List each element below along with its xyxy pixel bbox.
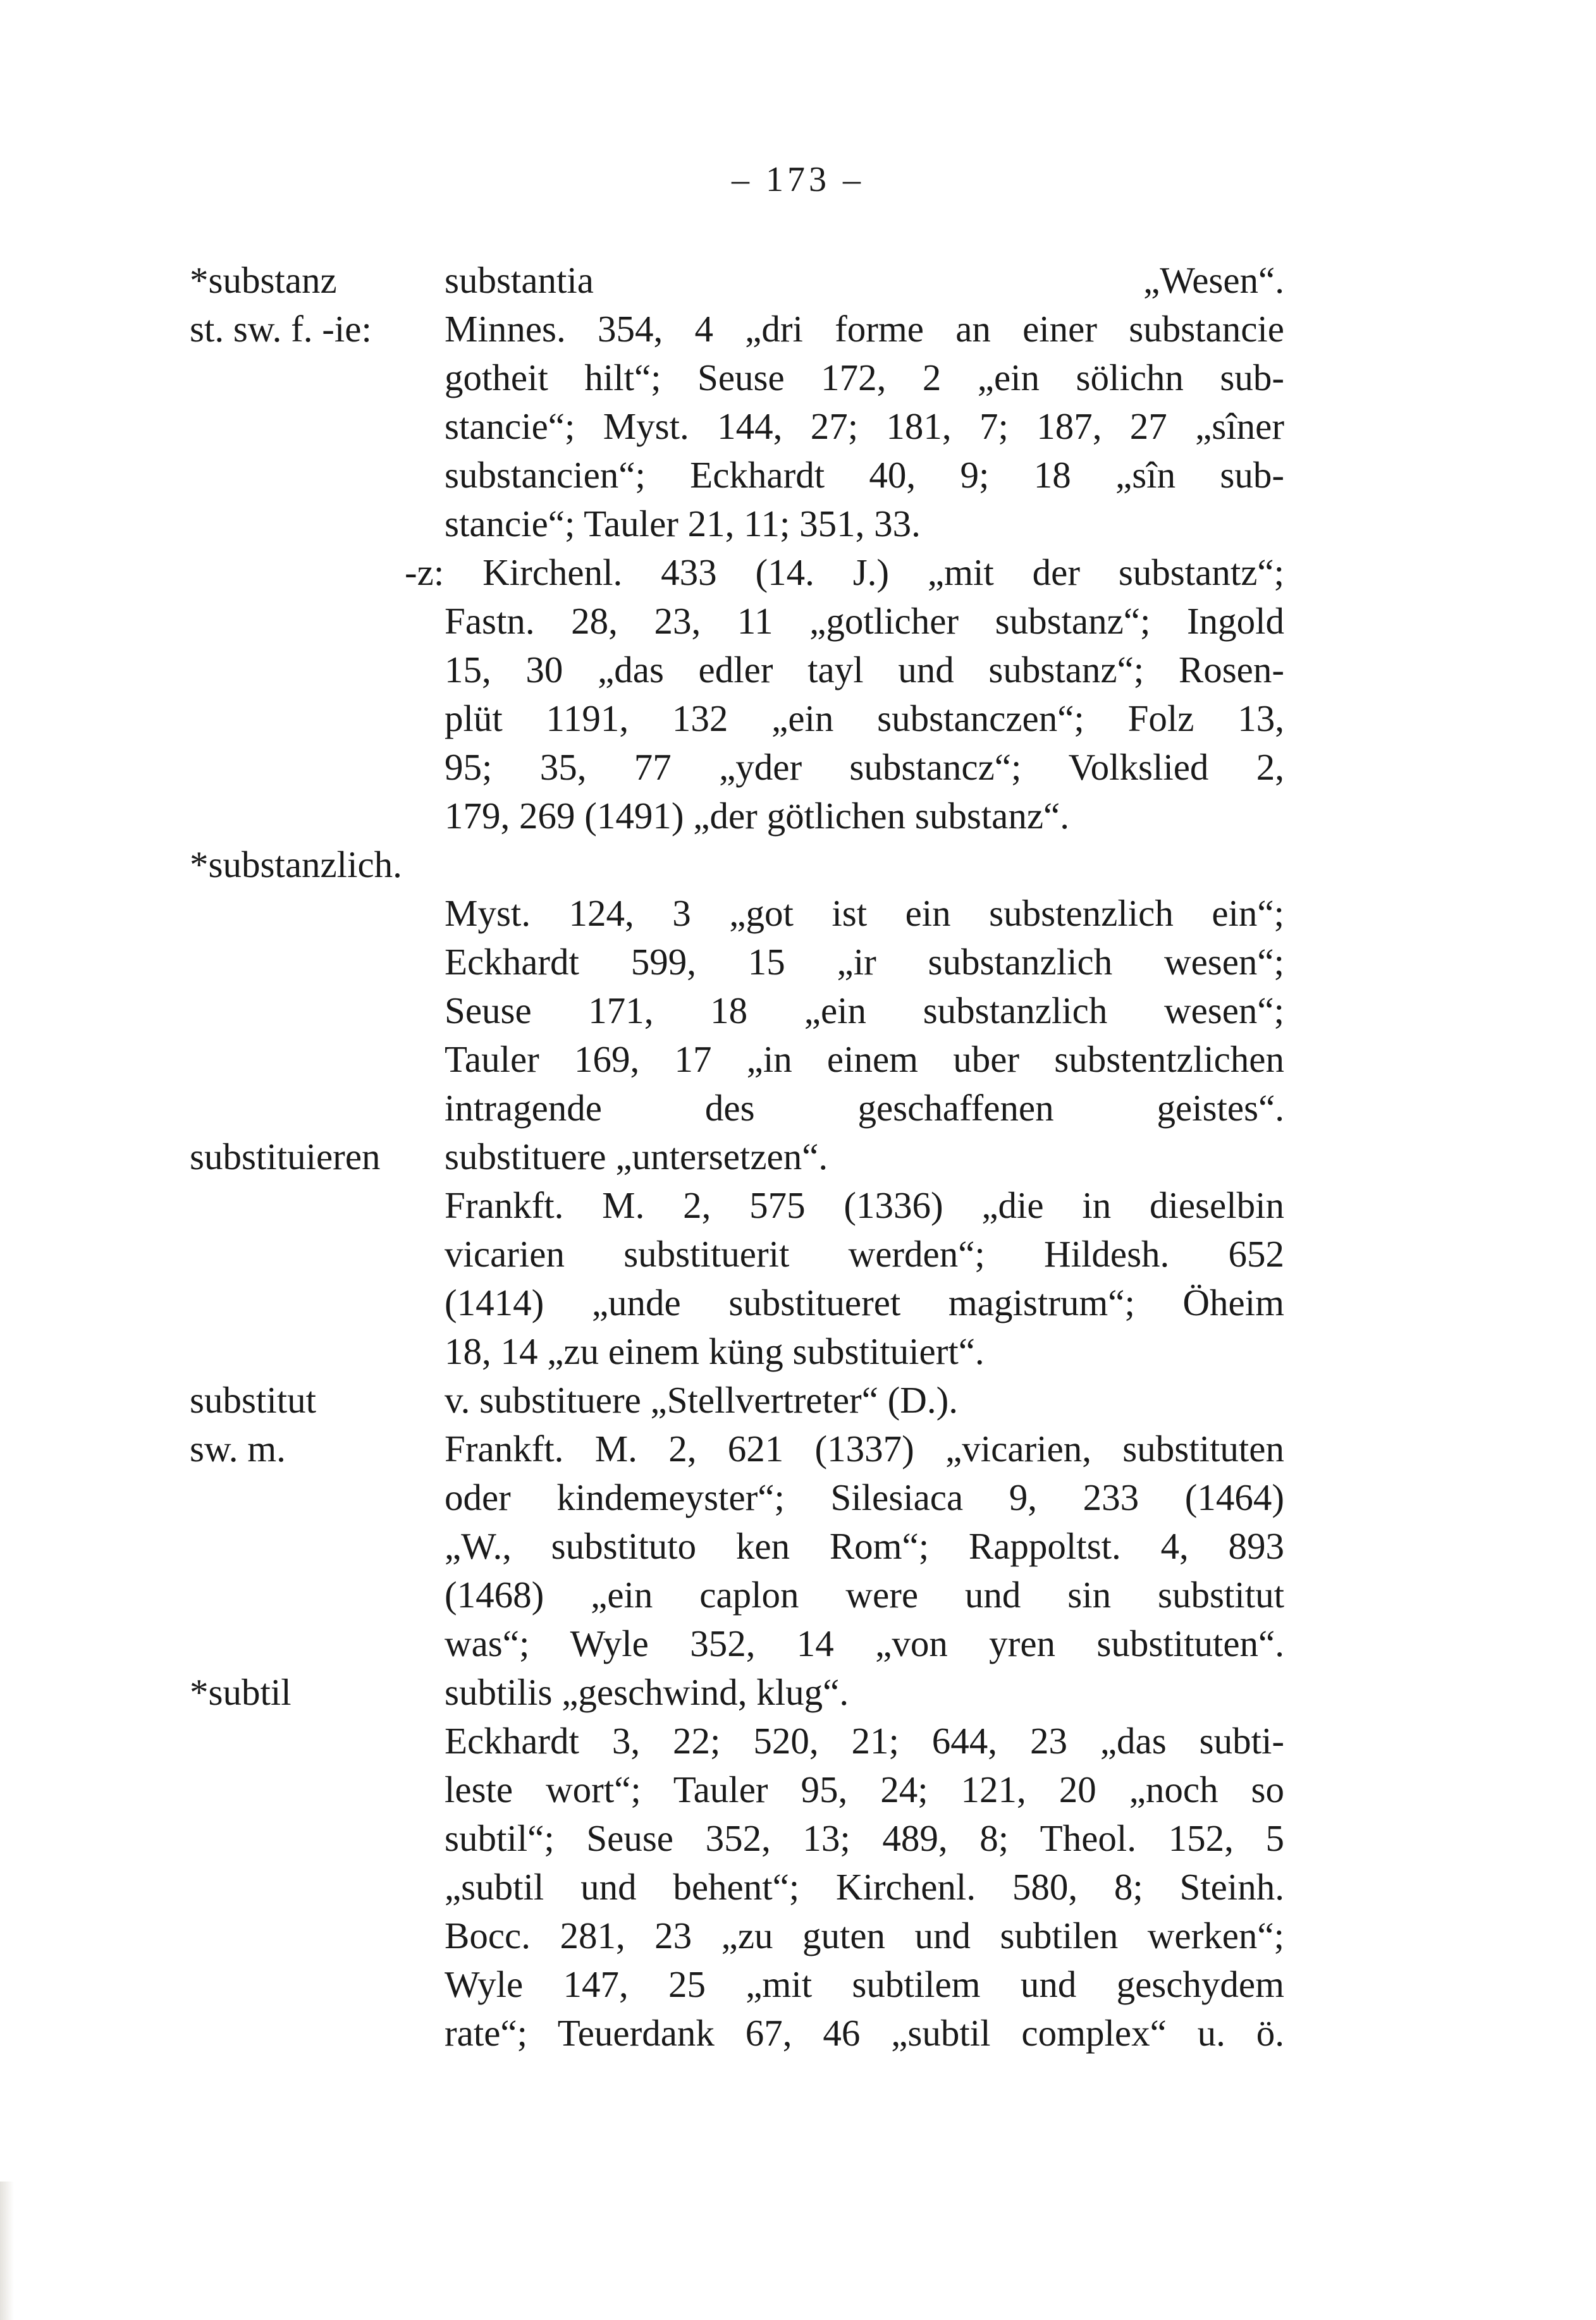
entry-text: substituere „untersetzen“. — [445, 1136, 828, 1177]
entry-line — [0, 1960, 1596, 2009]
entry-line — [0, 840, 1596, 889]
entry-line — [0, 548, 1596, 597]
entry-line — [0, 694, 1596, 743]
entry-line — [0, 1765, 1596, 1814]
entry-grammar: sw. m. — [190, 1428, 286, 1470]
entry-line — [0, 1181, 1596, 1230]
entry-line — [0, 500, 1596, 548]
entry-text: Frankft. M. 2, 575 (1336) „die in dieselbin — [445, 1184, 1284, 1226]
entry-text: (1414) „unde substitueret magistrum“; Öheim — [445, 1282, 1284, 1323]
entry-line — [0, 597, 1596, 646]
entry-text: Fastn. 28, 23, 11 „gotlicher substanz“; Ingold — [445, 600, 1284, 642]
entry-text: subtilis „geschwind, klug“. — [445, 1671, 849, 1713]
entry-line — [0, 1425, 1596, 1473]
entry-text: 179, 269 (1491) „der götlichen substanz“. — [445, 795, 1069, 837]
page-number: – 173 – — [732, 160, 864, 199]
entry-text: plüt 1191, 132 „ein substanczen“; Folz 13, — [445, 697, 1284, 739]
entry-line — [0, 1619, 1596, 1668]
entry-headword: *subtil — [190, 1671, 292, 1713]
entry-text: substancien“; Eckhardt 40, 9; 18 „sîn sub- — [445, 454, 1284, 496]
entry-text: stancie“; Myst. 144, 27; 181, 7; 187, 27 „sîner — [445, 405, 1284, 447]
entry-line — [0, 256, 1596, 305]
entry-line — [0, 889, 1596, 938]
entry-line — [0, 743, 1596, 792]
entry-text: Frankft. M. 2, 621 (1337) „vicarien, substituten — [445, 1428, 1284, 1470]
entry-line — [0, 1863, 1596, 1912]
entry-line — [0, 1912, 1596, 1960]
entry-text: 18, 14 „zu einem küng substituiert“. — [445, 1330, 985, 1372]
entry-line — [0, 1132, 1596, 1181]
entry-text: Myst. 124, 3 „got ist ein substenzlich ein“; — [445, 892, 1284, 934]
entry-text: 15, 30 „das edler tayl und substanz“; Rosen- — [445, 649, 1284, 690]
entry-line — [0, 1668, 1596, 1717]
entry-text: stancie“; Tauler 21, 11; 351, 33. — [445, 503, 921, 544]
entry-grammar: st. sw. f. -ie: — [190, 308, 372, 350]
entry-text: Seuse 171, 18 „ein substanzlich wesen“; — [445, 990, 1284, 1031]
entry-text: leste wort“; Tauler 95, 24; 121, 20 „noch so — [445, 1769, 1284, 1810]
entry-text: Minnes. 354, 4 „dri forme an einer substancie — [445, 308, 1284, 350]
entry-line — [0, 646, 1596, 694]
entry-text: Wyle 147, 25 „mit subtilem und geschydem — [445, 1963, 1284, 2005]
page-edge-stain — [0, 2182, 14, 2320]
entry-line — [0, 1571, 1596, 1619]
entry-line — [0, 938, 1596, 986]
entry-text: Eckhardt 599, 15 „ir substanzlich wesen“; — [445, 941, 1284, 983]
entry-text: intragende des geschaffenen geistes“. — [445, 1087, 1284, 1129]
entry-text: rate“; Teuerdank 67, 46 „subtil complex“ u. ö. — [445, 2012, 1284, 2054]
entry-headword: substitut — [190, 1379, 316, 1421]
entry-line — [0, 1814, 1596, 1863]
entry-line — [0, 1084, 1596, 1132]
entry-text: oder kindemeyster“; Silesiaca 9, 233 (1464) — [445, 1476, 1284, 1518]
entry-line — [0, 353, 1596, 402]
entry-text: Bocc. 281, 23 „zu guten und subtilen werken“; — [445, 1915, 1284, 1956]
entry-text: Tauler 169, 17 „in einem uber substentzlichen — [445, 1038, 1284, 1080]
entry-line — [0, 1230, 1596, 1279]
entry-text: „W., substituto ken Rom“; Rappoltst. 4, 893 — [445, 1525, 1284, 1567]
entry-line — [0, 792, 1596, 840]
entry-text: -z: Kirchenl. 433 (14. J.) „mit der substantz“; — [405, 551, 1284, 593]
entry-line — [0, 986, 1596, 1035]
entry-text: substantia „Wesen“. — [445, 259, 1284, 301]
entry-line — [0, 402, 1596, 451]
entry-line — [0, 1376, 1596, 1425]
entry-text: (1468) „ein caplon were und sin substitut — [445, 1574, 1284, 1616]
entry-text: „subtil und behent“; Kirchenl. 580, 8; Steinh. — [445, 1866, 1284, 1908]
entry-line — [0, 1035, 1596, 1084]
entry-text: subtil“; Seuse 352, 13; 489, 8; Theol. 152, 5 — [445, 1817, 1284, 1859]
entry-text: v. substituere „Stellvertreter“ (D.). — [445, 1379, 959, 1421]
entry-line — [0, 1717, 1596, 1765]
entry-headword: substituieren — [190, 1136, 381, 1177]
entry-line — [0, 1327, 1596, 1376]
entry-line — [0, 451, 1596, 500]
entry-text: was“; Wyle 352, 14 „von yren substituten“. — [445, 1623, 1284, 1664]
entry-line — [0, 305, 1596, 353]
entry-text: Eckhardt 3, 22; 520, 21; 644, 23 „das subti- — [445, 1720, 1284, 1762]
entry-text: gotheit hilt“; Seuse 172, 2 „ein sölichn sub- — [445, 357, 1284, 398]
entry-headword: *substanzlich. — [190, 844, 402, 885]
entry-text: vicarien substituerit werden“; Hildesh. 652 — [445, 1233, 1284, 1275]
entry-line — [0, 1279, 1596, 1327]
entry-line — [0, 1473, 1596, 1522]
entry-headword: *substanz — [190, 259, 337, 301]
entry-line — [0, 1522, 1596, 1571]
entry-line — [0, 2009, 1596, 2058]
entry-text: 95; 35, 77 „yder substancz“; Volkslied 2, — [445, 746, 1284, 788]
